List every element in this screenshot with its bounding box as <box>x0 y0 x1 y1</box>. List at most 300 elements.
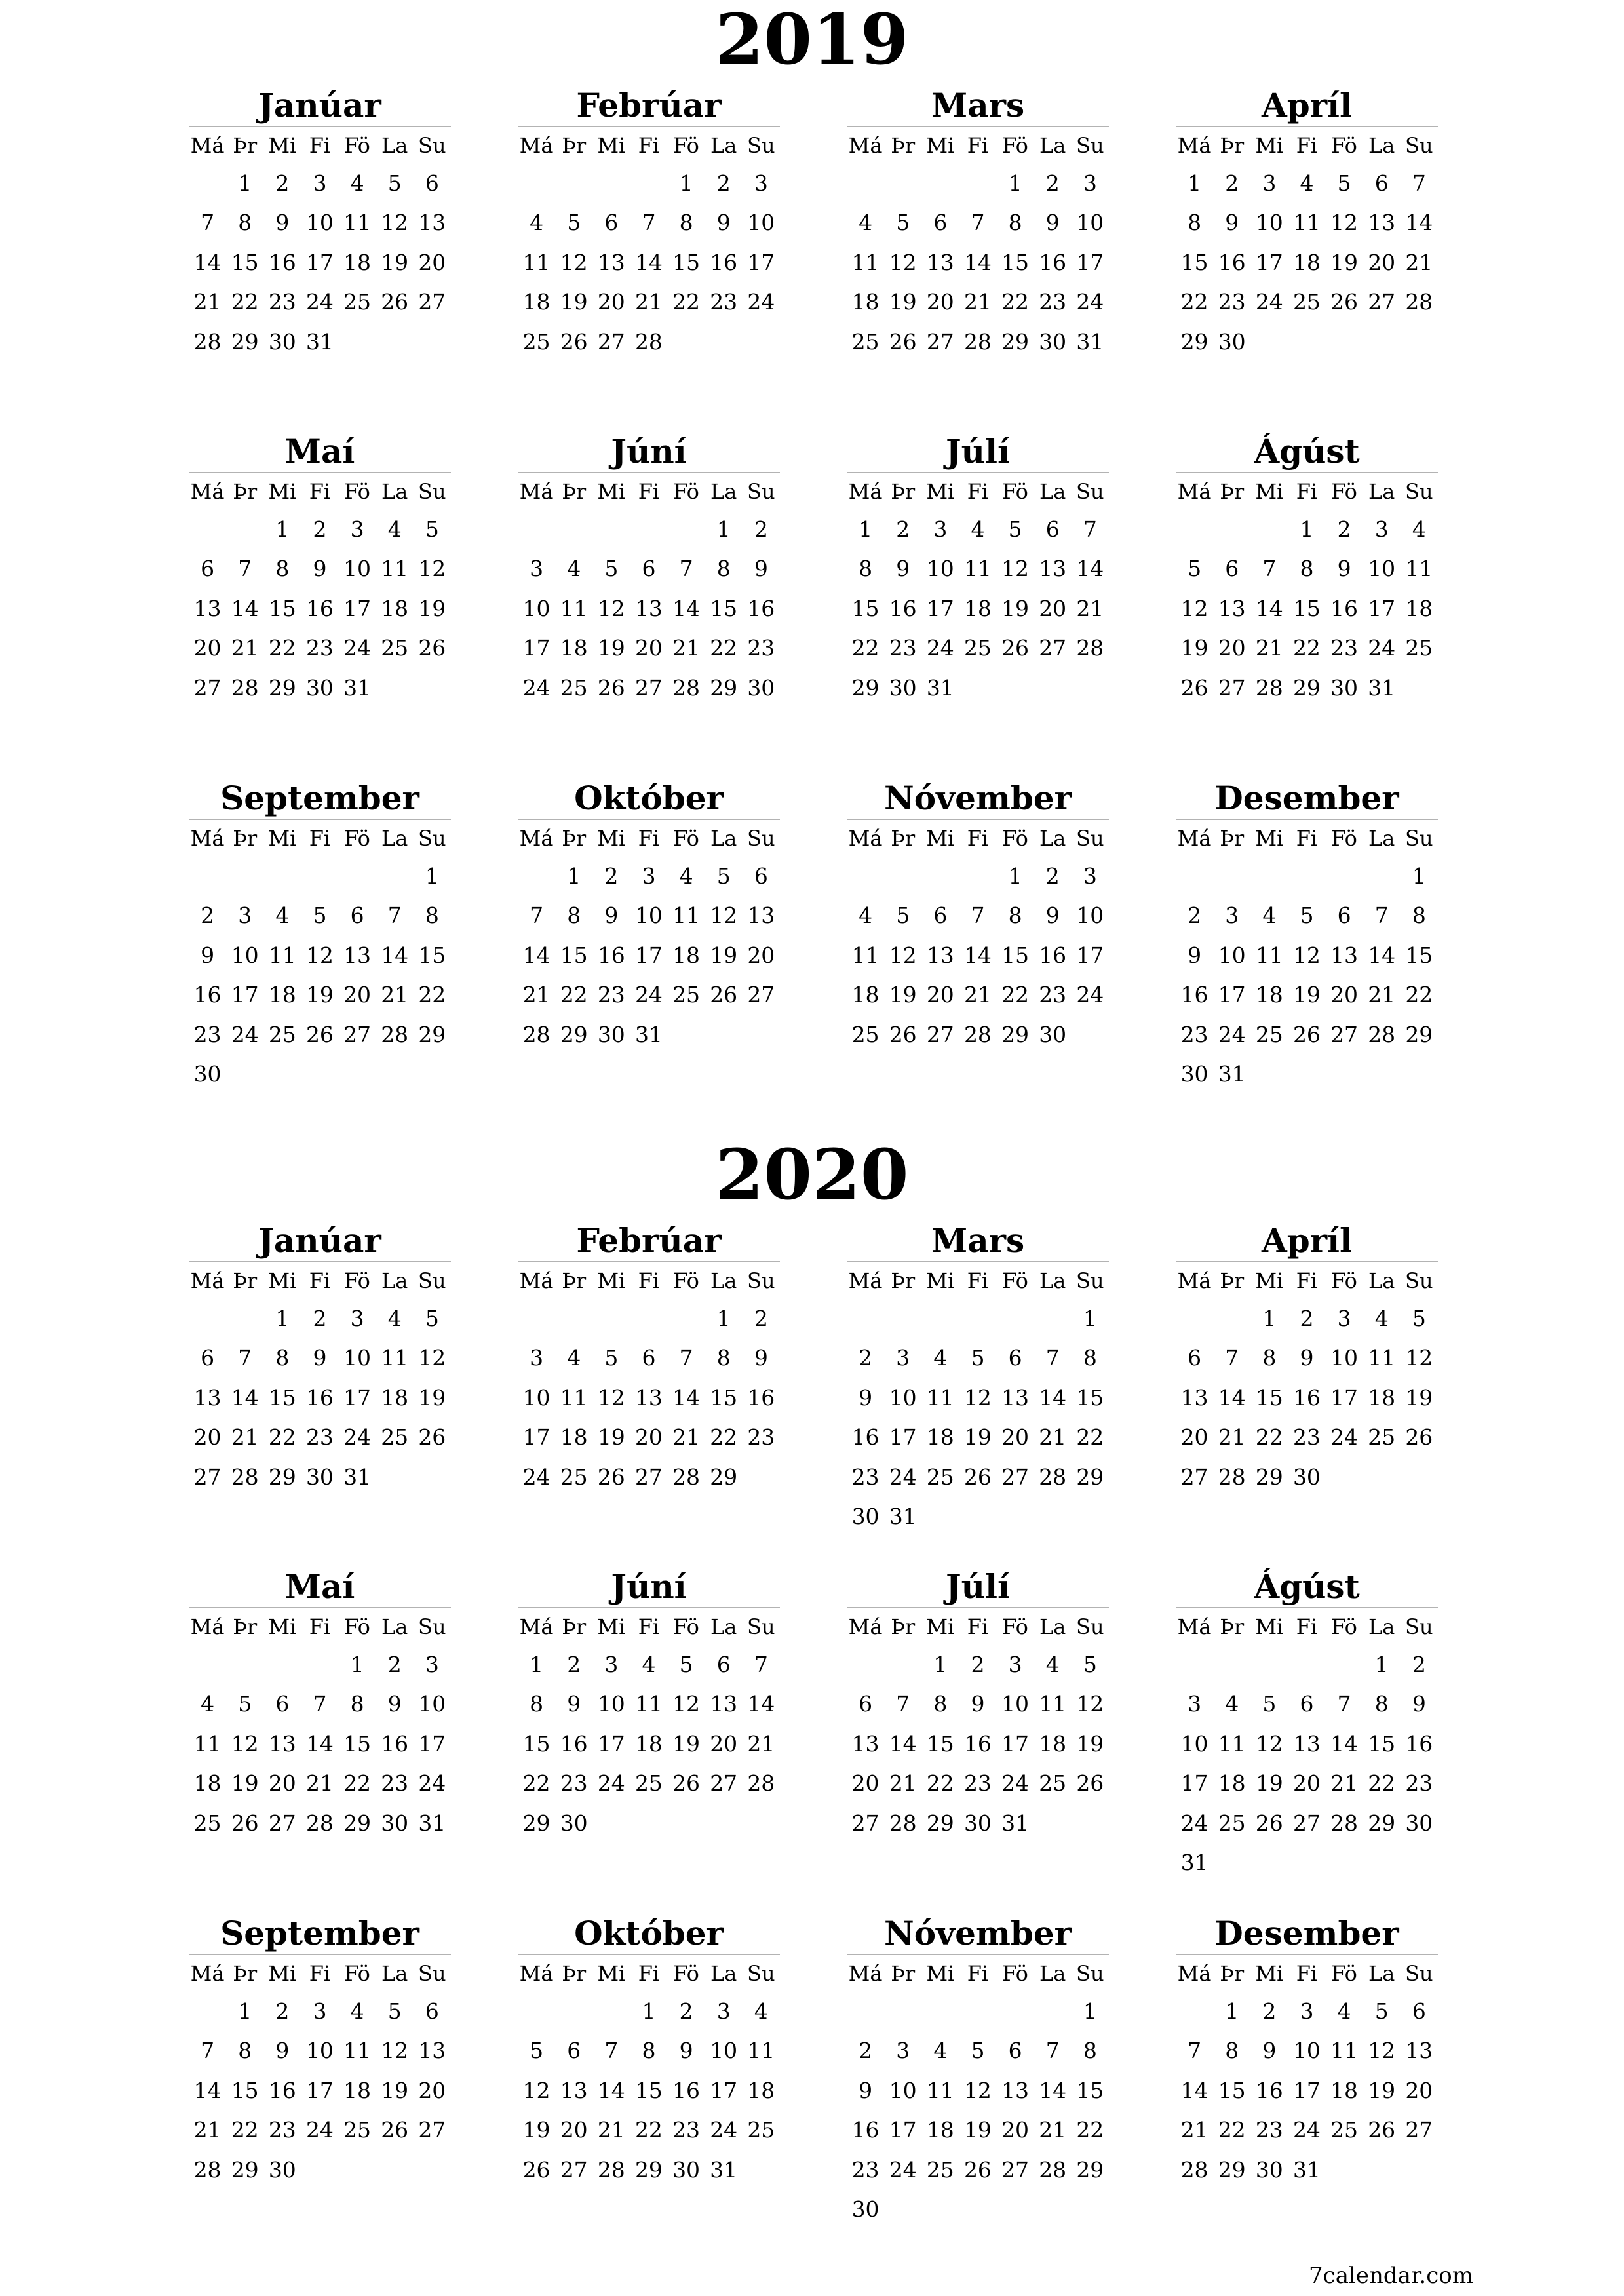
day-cell: 4 <box>387 516 402 542</box>
day-cell: 3 <box>716 1998 731 2024</box>
day-cell: 15 <box>1001 249 1030 275</box>
month-name: Maí <box>189 431 451 473</box>
day-cell: 17 <box>305 249 334 275</box>
day-cell: 6 <box>1225 556 1239 582</box>
day-cell: 21 <box>747 1730 775 1757</box>
day-cell: 1 <box>1083 1998 1097 2024</box>
day-cell: 22 <box>1368 1770 1396 1797</box>
day-cell: 1 <box>1412 863 1426 889</box>
day-cell: 27 <box>418 289 446 315</box>
weekday-label: Þr <box>1220 1961 1245 1986</box>
day-cell: 31 <box>1001 1810 1030 1836</box>
weekday-header <box>1176 820 1438 857</box>
day-cell: 8 <box>1008 210 1022 236</box>
day-cell: 31 <box>889 1503 917 1529</box>
day-cell: 24 <box>1292 2117 1321 2143</box>
day-cell: 1 <box>716 516 731 542</box>
weekday-header <box>189 1955 451 1992</box>
day-cell: 29 <box>926 1810 954 1836</box>
weekday-label: La <box>1039 1268 1066 1293</box>
month-calendar <box>1176 1220 1438 1497</box>
day-cell: 30 <box>1218 328 1246 355</box>
weekday-label: Mi <box>268 133 297 158</box>
day-cell: 3 <box>1337 1306 1351 1331</box>
month-calendar <box>189 431 451 708</box>
day-cell: 1 <box>933 1652 948 1677</box>
day-cell: 22 <box>231 289 259 315</box>
weekday-header <box>189 127 451 164</box>
day-cell: 9 <box>754 1345 768 1371</box>
empty-day-cell <box>1250 857 1288 896</box>
day-cell: 24 <box>418 1770 446 1797</box>
day-cell: 8 <box>859 556 873 582</box>
month-name: Október <box>518 778 780 820</box>
weekday-label: La <box>1039 826 1066 851</box>
day-cell: 5 <box>1083 1652 1097 1677</box>
day-cell: 4 <box>350 1998 364 2024</box>
day-cell: 1 <box>238 170 252 196</box>
day-cell: 4 <box>275 903 290 929</box>
weekday-label: Su <box>1076 1614 1104 1639</box>
day-cell: 21 <box>1039 1424 1067 1450</box>
day-cell: 13 <box>560 2077 588 2103</box>
day-cell: 7 <box>1188 2038 1202 2064</box>
day-cell: 27 <box>343 1021 372 1047</box>
day-cell: 13 <box>710 1691 738 1717</box>
day-cell: 15 <box>418 942 446 968</box>
day-cell: 24 <box>1218 1021 1246 1047</box>
weekday-header <box>518 1262 780 1299</box>
day-grid <box>189 1299 451 1497</box>
day-cell: 27 <box>1001 2156 1030 2183</box>
day-cell: 17 <box>1076 942 1104 968</box>
month-name: Apríl <box>1176 85 1438 127</box>
empty-day-cell <box>189 1992 226 2031</box>
day-cell: 17 <box>634 942 663 968</box>
empty-day-cell <box>1034 1299 1072 1338</box>
weekday-label: Mi <box>926 1614 955 1639</box>
day-cell: 31 <box>710 2156 738 2183</box>
weekday-label: Fi <box>309 1961 331 1986</box>
day-cell: 30 <box>560 1810 588 1836</box>
weekday-label: Þr <box>562 1268 587 1293</box>
weekday-label: Su <box>418 1268 446 1293</box>
day-cell: 12 <box>672 1691 701 1717</box>
month-calendar <box>518 778 780 1055</box>
day-cell: 7 <box>201 210 215 236</box>
weekday-label: Má <box>519 133 554 158</box>
day-cell: 1 <box>567 863 581 889</box>
empty-day-cell <box>630 1299 667 1338</box>
weekday-label: Fi <box>967 826 989 851</box>
day-cell: 4 <box>1225 1691 1239 1717</box>
empty-day-cell <box>959 164 996 203</box>
day-cell: 14 <box>1039 1384 1067 1411</box>
day-cell: 18 <box>1218 1770 1246 1797</box>
day-cell: 21 <box>672 635 701 661</box>
weekday-label: Má <box>1177 1961 1212 1986</box>
day-cell: 20 <box>747 942 775 968</box>
day-cell: 11 <box>343 210 372 236</box>
day-cell: 17 <box>1076 249 1104 275</box>
weekday-label: La <box>1039 133 1066 158</box>
month-calendar <box>189 85 451 362</box>
day-cell: 29 <box>1180 328 1208 355</box>
weekday-label: Mi <box>268 1268 297 1293</box>
empty-day-cell <box>592 1299 630 1338</box>
day-cell: 15 <box>1368 1730 1396 1757</box>
day-cell: 9 <box>679 2038 693 2064</box>
weekday-label: Mi <box>926 826 955 851</box>
day-cell: 4 <box>859 903 873 929</box>
weekday-label: La <box>381 1961 408 1986</box>
day-cell: 21 <box>1368 982 1396 1008</box>
day-cell: 27 <box>634 674 663 701</box>
day-cell: 2 <box>604 863 619 889</box>
day-cell: 30 <box>1255 2156 1283 2183</box>
day-cell: 9 <box>1188 942 1202 968</box>
day-cell: 10 <box>1076 903 1104 929</box>
day-grid <box>518 1299 780 1497</box>
day-cell: 3 <box>350 516 364 542</box>
day-cell: 5 <box>567 210 581 236</box>
day-cell: 28 <box>963 328 992 355</box>
day-cell: 22 <box>268 1424 296 1450</box>
day-cell: 21 <box>381 982 409 1008</box>
weekday-label: Fi <box>309 479 331 504</box>
day-cell: 23 <box>747 1424 775 1450</box>
day-cell: 22 <box>1076 1424 1104 1450</box>
day-cell: 12 <box>1180 595 1208 621</box>
weekday-header <box>518 820 780 857</box>
weekday-label: Su <box>1076 479 1104 504</box>
day-cell: 12 <box>560 249 588 275</box>
empty-day-cell <box>1176 1645 1213 1684</box>
weekday-label: Fi <box>309 826 331 851</box>
day-cell: 22 <box>1001 289 1030 315</box>
month-calendar <box>518 1566 780 1843</box>
day-cell: 21 <box>1405 249 1433 275</box>
weekday-label: Su <box>418 133 446 158</box>
day-cell: 10 <box>1368 556 1396 582</box>
day-cell: 23 <box>268 289 296 315</box>
empty-day-cell <box>226 1299 263 1338</box>
day-cell: 23 <box>1405 1770 1433 1797</box>
day-cell: 2 <box>971 1652 985 1677</box>
weekday-label: Fö <box>1331 1614 1357 1639</box>
day-cell: 10 <box>305 210 334 236</box>
weekday-label: Má <box>190 1961 225 1986</box>
weekday-label: Su <box>418 826 446 851</box>
day-cell: 4 <box>933 1345 948 1371</box>
day-cell: 7 <box>530 903 544 929</box>
day-cell: 8 <box>1300 556 1314 582</box>
day-cell: 13 <box>634 1384 663 1411</box>
weekday-label: Þr <box>1220 1614 1245 1639</box>
day-cell: 15 <box>672 249 701 275</box>
empty-day-cell <box>518 164 555 203</box>
day-cell: 11 <box>560 595 588 621</box>
day-cell: 20 <box>1001 2117 1030 2143</box>
day-cell: 17 <box>926 595 954 621</box>
empty-day-cell <box>847 1645 884 1684</box>
weekday-label: Þr <box>562 1961 587 1986</box>
weekday-label: La <box>710 1961 737 1986</box>
weekday-label: Þr <box>562 826 587 851</box>
day-cell: 18 <box>926 2117 954 2143</box>
day-cell: 9 <box>313 556 327 582</box>
day-cell: 12 <box>963 1384 992 1411</box>
day-cell: 9 <box>1300 1345 1314 1371</box>
day-cell: 23 <box>851 2156 880 2183</box>
day-cell: 7 <box>238 1345 252 1371</box>
day-cell: 13 <box>343 942 372 968</box>
day-cell: 22 <box>418 982 446 1008</box>
month-calendar <box>189 1220 451 1497</box>
day-cell: 29 <box>268 1464 296 1490</box>
day-cell: 27 <box>1330 1021 1359 1047</box>
day-cell: 26 <box>1076 1770 1104 1797</box>
weekday-label: Su <box>418 1961 446 1986</box>
day-cell: 8 <box>1188 210 1202 236</box>
day-cell: 19 <box>597 635 625 661</box>
day-cell: 26 <box>710 982 738 1008</box>
day-cell: 23 <box>597 982 625 1008</box>
day-cell: 2 <box>1262 1998 1277 2024</box>
day-cell: 14 <box>963 942 992 968</box>
day-cell: 30 <box>1330 674 1359 701</box>
day-cell: 12 <box>597 595 625 621</box>
empty-day-cell <box>884 1299 921 1338</box>
day-cell: 12 <box>305 942 334 968</box>
weekday-label: Fi <box>638 1614 660 1639</box>
day-cell: 17 <box>1180 1770 1208 1797</box>
day-cell: 22 <box>522 1770 551 1797</box>
day-cell: 16 <box>268 2077 296 2103</box>
day-cell: 10 <box>710 2038 738 2064</box>
day-cell: 25 <box>343 289 372 315</box>
weekday-label: Mi <box>1255 1614 1284 1639</box>
day-cell: 9 <box>1045 210 1060 236</box>
day-cell: 1 <box>716 1306 731 1331</box>
day-cell: 10 <box>522 595 551 621</box>
day-cell: 7 <box>754 1652 768 1677</box>
day-cell: 12 <box>418 1345 446 1371</box>
day-cell: 17 <box>1218 982 1246 1008</box>
empty-day-cell <box>518 510 555 549</box>
day-cell: 21 <box>193 2117 222 2143</box>
day-cell: 15 <box>1292 595 1321 621</box>
weekday-header <box>518 1608 780 1645</box>
day-grid <box>518 510 780 708</box>
day-cell: 6 <box>1188 1345 1202 1371</box>
day-cell: 17 <box>747 249 775 275</box>
day-cell: 29 <box>1001 328 1030 355</box>
day-cell: 24 <box>710 2117 738 2143</box>
empty-day-cell <box>668 510 705 549</box>
day-cell: 19 <box>381 2077 409 2103</box>
day-grid <box>518 1645 780 1843</box>
day-cell: 3 <box>1083 170 1097 196</box>
day-cell: 20 <box>851 1770 880 1797</box>
weekday-label: Mi <box>926 1961 955 1986</box>
day-cell: 6 <box>716 1652 731 1677</box>
day-cell: 16 <box>1039 249 1067 275</box>
day-grid <box>189 510 451 708</box>
weekday-label: Fö <box>1002 133 1028 158</box>
day-cell: 26 <box>1255 1810 1283 1836</box>
day-cell: 15 <box>1001 942 1030 968</box>
empty-day-cell <box>592 164 630 203</box>
day-cell: 29 <box>231 328 259 355</box>
weekday-label: Þr <box>1220 479 1245 504</box>
empty-day-cell <box>1363 857 1401 896</box>
day-cell: 27 <box>1039 635 1067 661</box>
weekday-label: Mi <box>597 133 626 158</box>
day-cell: 22 <box>560 982 588 1008</box>
weekday-label: Fö <box>1002 1614 1028 1639</box>
day-cell: 29 <box>1218 2156 1246 2183</box>
day-cell: 30 <box>268 2156 296 2183</box>
weekday-label: Má <box>1177 479 1212 504</box>
day-cell: 1 <box>350 1652 364 1677</box>
day-cell: 20 <box>1405 2077 1433 2103</box>
empty-day-cell <box>1326 857 1363 896</box>
day-cell: 14 <box>747 1691 775 1717</box>
day-cell: 30 <box>889 674 917 701</box>
day-cell: 5 <box>1374 1998 1389 2024</box>
day-cell: 2 <box>1045 863 1060 889</box>
day-cell: 11 <box>926 1384 954 1411</box>
day-cell: 6 <box>275 1691 290 1717</box>
day-cell: 17 <box>522 1424 551 1450</box>
day-cell: 10 <box>889 1384 917 1411</box>
year-title: 2020 <box>715 1133 909 1215</box>
empty-day-cell <box>555 164 592 203</box>
day-cell: 27 <box>193 674 222 701</box>
day-grid <box>189 1645 451 1843</box>
weekday-label: Þr <box>562 1614 587 1639</box>
day-grid <box>847 1299 1109 1536</box>
day-cell: 24 <box>343 635 372 661</box>
day-cell: 2 <box>679 1998 693 2024</box>
day-cell: 3 <box>1188 1691 1202 1717</box>
day-cell: 18 <box>268 982 296 1008</box>
day-cell: 14 <box>522 942 551 968</box>
day-cell: 27 <box>851 1810 880 1836</box>
day-cell: 19 <box>889 982 917 1008</box>
empty-day-cell <box>884 164 921 203</box>
day-cell: 31 <box>1368 674 1396 701</box>
day-cell: 4 <box>530 210 544 236</box>
day-cell: 5 <box>896 210 910 236</box>
day-cell: 10 <box>305 2038 334 2064</box>
day-cell: 21 <box>1330 1770 1359 1797</box>
day-cell: 15 <box>560 942 588 968</box>
day-cell: 8 <box>1374 1691 1389 1717</box>
day-cell: 1 <box>238 1998 252 2024</box>
day-cell: 19 <box>1255 1770 1283 1797</box>
day-cell: 14 <box>381 942 409 968</box>
weekday-header <box>1176 1608 1438 1645</box>
weekday-header <box>847 473 1109 510</box>
day-cell: 22 <box>268 635 296 661</box>
day-cell: 14 <box>963 249 992 275</box>
day-cell: 9 <box>387 1691 402 1717</box>
day-cell: 15 <box>268 1384 296 1411</box>
day-cell: 15 <box>1076 2077 1104 2103</box>
day-cell: 19 <box>418 595 446 621</box>
weekday-label: Fö <box>1331 1961 1357 1986</box>
weekday-label: Su <box>1405 1614 1433 1639</box>
weekday-label: Mi <box>597 1961 626 1986</box>
day-cell: 25 <box>1255 1021 1283 1047</box>
day-cell: 7 <box>642 210 656 236</box>
day-cell: 3 <box>530 1345 544 1371</box>
weekday-label: Má <box>519 479 554 504</box>
day-cell: 31 <box>343 1464 372 1490</box>
day-grid <box>189 1992 451 2190</box>
day-cell: 11 <box>522 249 551 275</box>
day-cell: 1 <box>425 863 439 889</box>
day-cell: 23 <box>268 2117 296 2143</box>
day-cell: 22 <box>710 635 738 661</box>
day-cell: 3 <box>530 556 544 582</box>
day-cell: 11 <box>963 556 992 582</box>
day-cell: 3 <box>1008 1652 1022 1677</box>
day-cell: 2 <box>313 1306 327 1331</box>
day-cell: 28 <box>193 2156 222 2183</box>
day-cell: 19 <box>889 289 917 315</box>
day-cell: 27 <box>1292 1810 1321 1836</box>
day-cell: 28 <box>1368 1021 1396 1047</box>
month-name: Ágúst <box>1176 1566 1438 1608</box>
day-cell: 5 <box>1300 903 1314 929</box>
day-cell: 3 <box>313 170 327 196</box>
day-cell: 8 <box>567 903 581 929</box>
day-cell: 10 <box>1292 2038 1321 2064</box>
day-cell: 8 <box>350 1691 364 1717</box>
day-cell: 11 <box>381 556 409 582</box>
day-cell: 8 <box>1225 2038 1239 2064</box>
day-cell: 18 <box>560 1424 588 1450</box>
weekday-label: La <box>1368 133 1395 158</box>
day-cell: 2 <box>1045 170 1060 196</box>
site-link[interactable]: 7calendar.com <box>1309 2263 1473 2289</box>
empty-day-cell <box>189 1299 226 1338</box>
day-cell: 13 <box>1330 942 1359 968</box>
weekday-label: Fi <box>967 1614 989 1639</box>
month-calendar <box>1176 778 1438 1094</box>
day-cell: 4 <box>933 2038 948 2064</box>
day-cell: 20 <box>1218 635 1246 661</box>
day-cell: 24 <box>522 1464 551 1490</box>
day-cell: 29 <box>560 1021 588 1047</box>
day-cell: 2 <box>1337 516 1351 542</box>
day-cell: 28 <box>1405 289 1433 315</box>
day-cell: 22 <box>343 1770 372 1797</box>
empty-day-cell <box>226 510 263 549</box>
weekday-label: La <box>710 1268 737 1293</box>
day-cell: 26 <box>381 289 409 315</box>
day-cell: 23 <box>1039 289 1067 315</box>
day-cell: 14 <box>1076 556 1104 582</box>
day-cell: 10 <box>747 210 775 236</box>
day-cell: 31 <box>418 1810 446 1836</box>
day-cell: 11 <box>851 249 880 275</box>
day-cell: 12 <box>231 1730 259 1757</box>
day-cell: 4 <box>1412 516 1426 542</box>
